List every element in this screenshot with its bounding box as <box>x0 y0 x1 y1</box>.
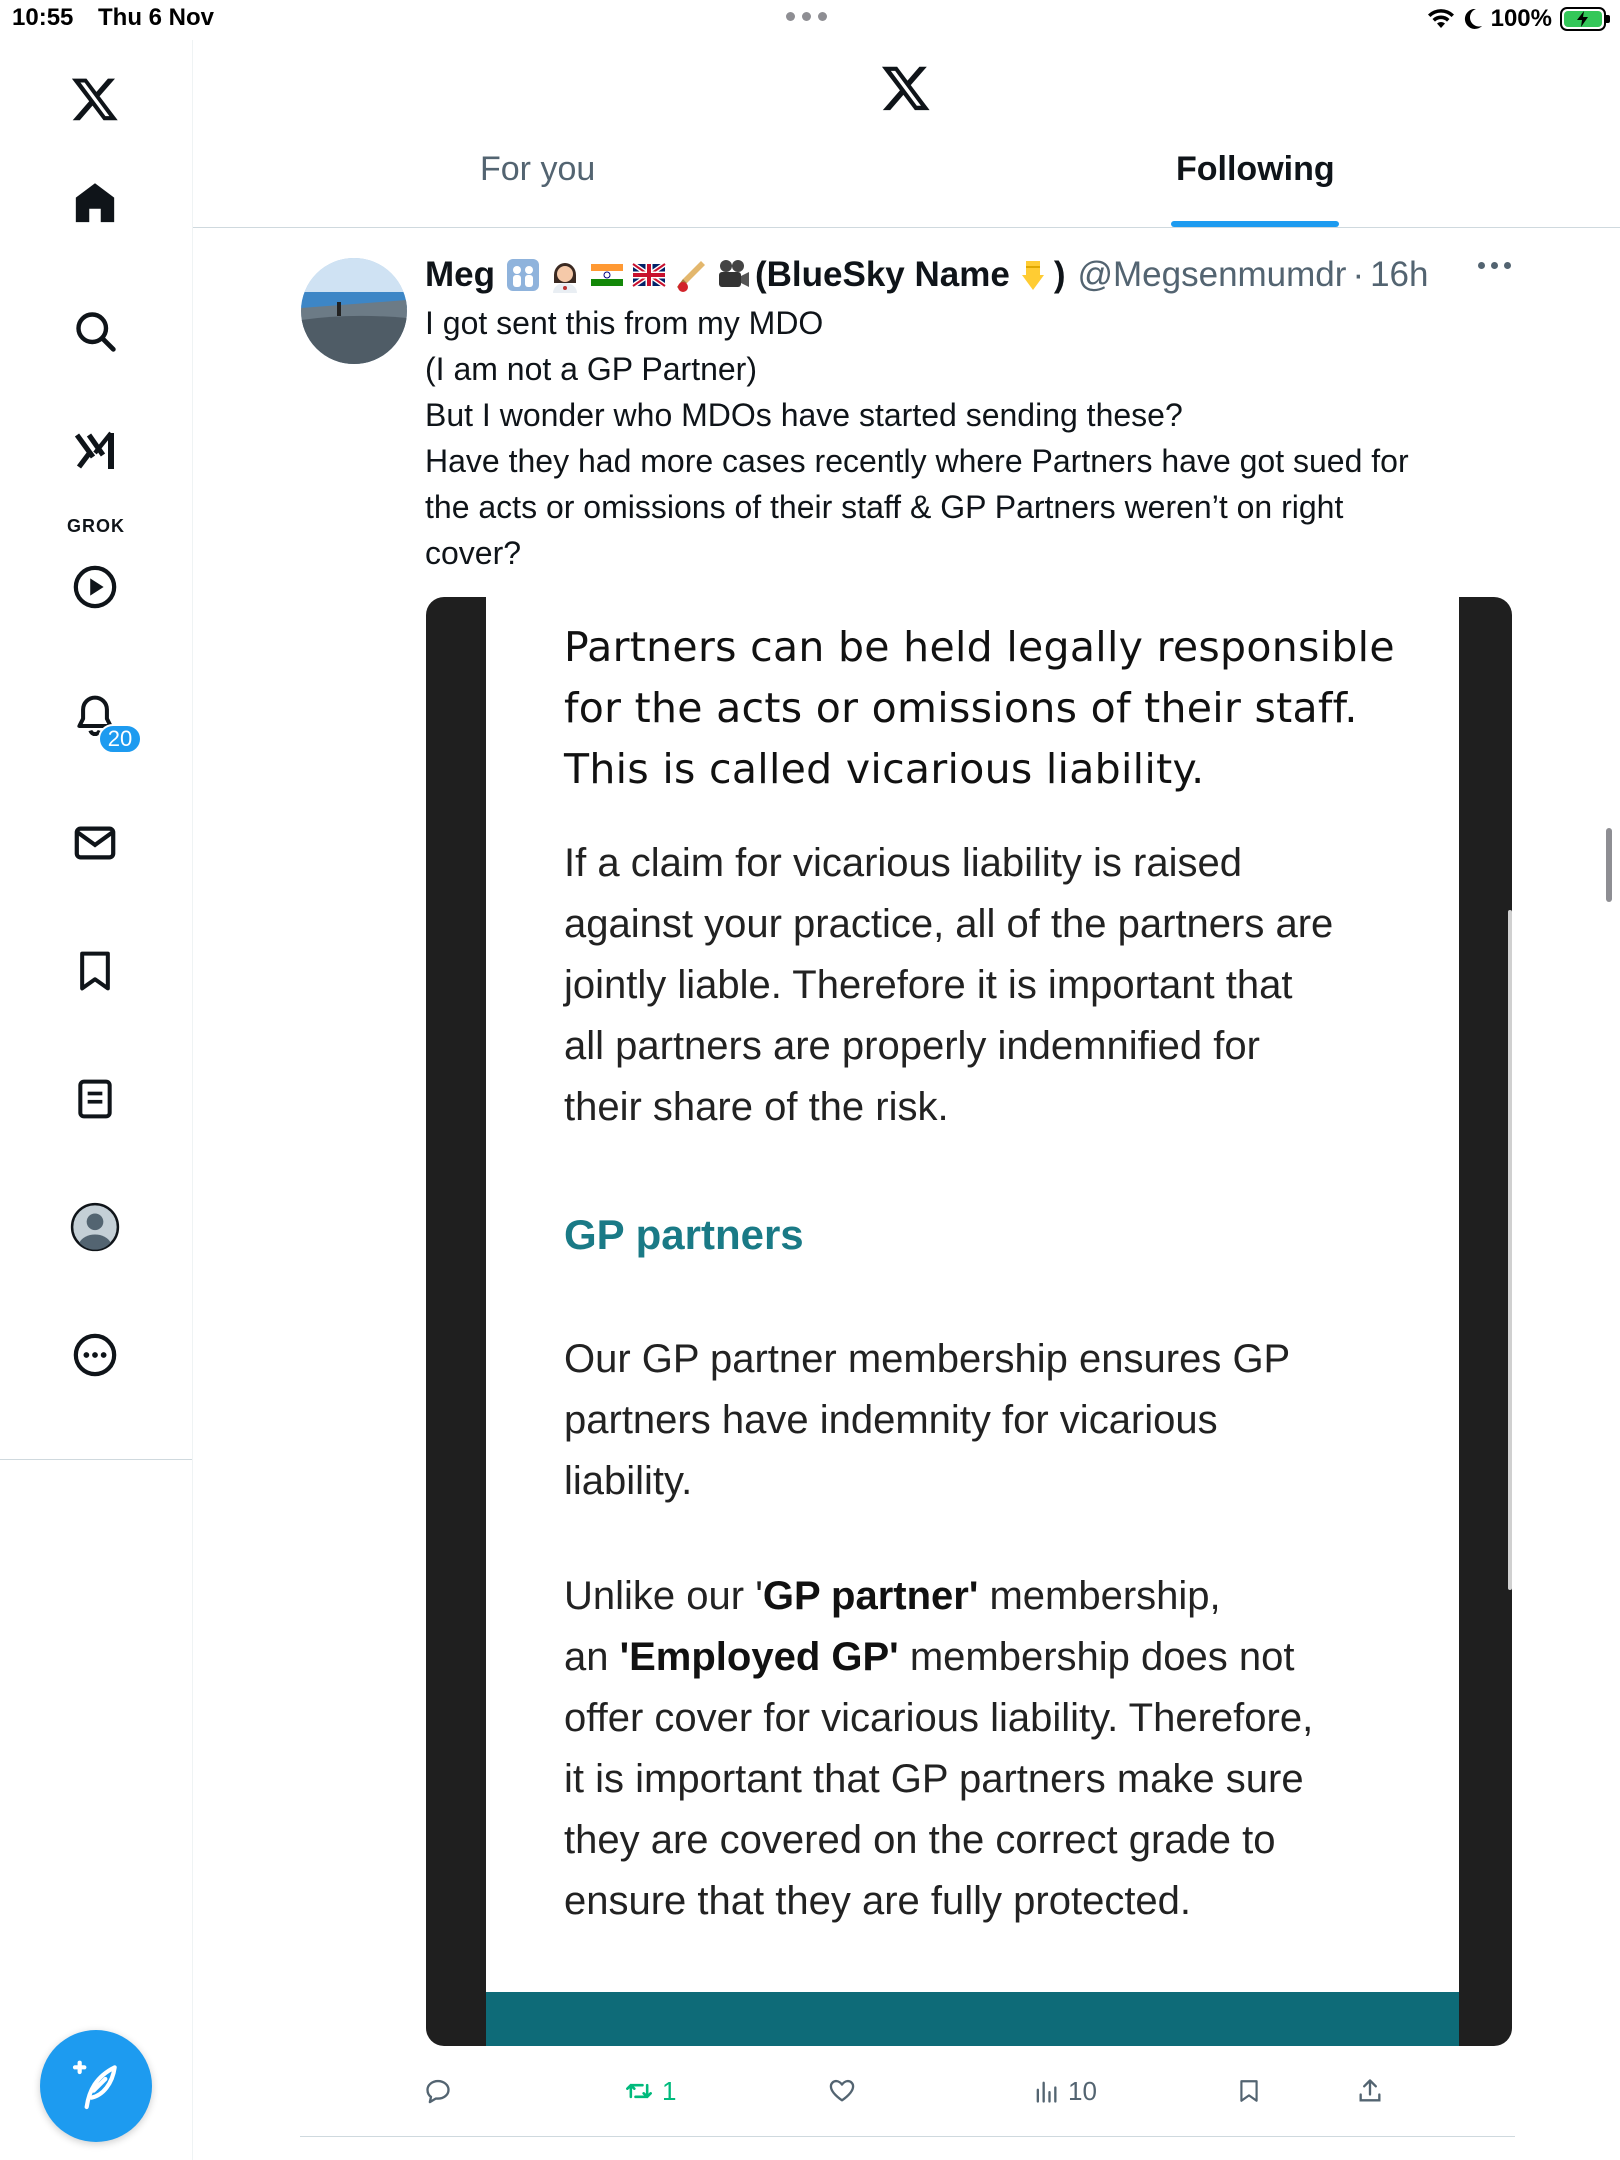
doc-bold: 'Employed GP' <box>619 1635 899 1679</box>
tweet-handle[interactable]: @Megsenmumdr <box>1077 255 1347 294</box>
retweet-icon <box>624 2077 654 2105</box>
doc-lead-line: Partners can be held legally responsible <box>564 623 1395 671</box>
doc-bold: GP partner' <box>762 1574 979 1618</box>
tweet-more-icon[interactable] <box>1478 262 1511 269</box>
tweet-display-name-close[interactable]: ) <box>1053 255 1066 294</box>
battery-charging-icon <box>1560 7 1606 31</box>
x-logo-icon[interactable] <box>66 70 124 128</box>
doc-line: Our GP partner membership ensures GP <box>564 1337 1291 1381</box>
india-flag-emoji <box>589 257 625 293</box>
doc-line: liability. <box>564 1459 693 1503</box>
doc-paragraph-2 <box>564 1329 1424 1512</box>
uk-flag-emoji <box>631 257 667 293</box>
tab-for-you[interactable]: For you <box>480 150 596 188</box>
reply-icon <box>424 2077 452 2105</box>
retweet-button[interactable] <box>624 2066 676 2116</box>
image-scroll-track <box>1508 910 1512 1590</box>
tweet-text-line: (I am not a GP Partner) <box>425 351 757 387</box>
tweet-text-line: the acts or omissions of their staff & GP Partners weren’t on right <box>425 489 1344 525</box>
search-icon[interactable] <box>66 302 124 360</box>
tweet-text-line: Have they had more cases recently where Partners have got sued for <box>425 443 1409 479</box>
doc-line: offer cover for vicarious liability. Therefore, <box>564 1696 1314 1740</box>
battery-percent: 100% <box>1490 5 1552 32</box>
tweet-display-name[interactable]: Meg <box>425 255 495 294</box>
doc-line: jointly liable. Therefore it is important that <box>564 963 1293 1007</box>
header-x-logo-icon[interactable] <box>880 62 932 114</box>
multitasking-dots-icon[interactable] <box>786 8 834 24</box>
play-icon[interactable] <box>66 558 124 616</box>
header-divider <box>193 227 1620 228</box>
reply-button[interactable] <box>424 2066 460 2116</box>
doc-line: all partners are properly indemnified for <box>564 1024 1260 1068</box>
doc-line: it is important that GP partners make sure <box>564 1757 1304 1801</box>
mail-icon[interactable] <box>66 814 124 872</box>
cricket-emoji <box>673 257 709 293</box>
document-screenshot <box>486 597 1459 2046</box>
doc-line: their share of the risk. <box>564 1085 949 1129</box>
compose-button[interactable] <box>40 2030 152 2142</box>
doc-lead-line: This is called vicarious liability. <box>564 745 1205 793</box>
like-button[interactable] <box>828 2066 864 2116</box>
name-emojis <box>505 257 751 293</box>
tweet-text <box>425 300 1505 576</box>
tweet-actions <box>424 2066 1424 2116</box>
doc-line: ensure that they are fully protected. <box>564 1879 1192 1923</box>
wifi-icon <box>1427 8 1455 30</box>
tab-following[interactable]: Following <box>1176 150 1335 188</box>
doc-text: an <box>564 1635 620 1679</box>
bookmark-button[interactable] <box>1236 2066 1262 2116</box>
grok-icon[interactable] <box>66 422 124 480</box>
doc-lead <box>564 617 1424 800</box>
analytics-icon <box>1032 2077 1060 2105</box>
tweet-image[interactable] <box>426 597 1512 2046</box>
tweet-text-line: I got sent this from my MDO <box>425 305 824 341</box>
tweet-meta-separator: · <box>1352 255 1365 294</box>
doc-line: against your practice, all of the partners are <box>564 902 1334 946</box>
sidebar <box>0 40 193 2160</box>
tweet-time[interactable]: 16h <box>1370 255 1429 294</box>
family-emoji <box>505 257 541 293</box>
retweet-count: 1 <box>662 2075 677 2106</box>
status-right <box>1427 2 1606 36</box>
share-icon <box>1356 2077 1384 2105</box>
list-icon[interactable] <box>66 1070 124 1128</box>
tweet-text-line: cover? <box>425 535 522 571</box>
status-time: 10:55 <box>12 4 74 31</box>
sidebar-divider <box>0 1459 192 1460</box>
grok-label: GROK <box>67 516 125 536</box>
doc-text: membership, <box>978 1574 1221 1618</box>
doc-heading: GP partners <box>564 1211 804 1258</box>
avatar-icon[interactable] <box>66 1198 124 1256</box>
doc-line: partners have indemnity for vicarious <box>564 1398 1218 1442</box>
doc-paragraph-1 <box>564 833 1424 1138</box>
tweet-header <box>425 250 1429 300</box>
more-circle-icon[interactable] <box>66 1326 124 1384</box>
bookmark-icon <box>1236 2077 1262 2105</box>
doc-line: they are covered on the correct grade to <box>564 1818 1276 1862</box>
doc-paragraph-3 <box>564 1566 1424 1932</box>
doc-text: membership does not <box>898 1635 1295 1679</box>
doc-lead-line: for the acts or omissions of their staff. <box>564 684 1358 732</box>
compose-feather-icon <box>68 2058 124 2114</box>
status-bar <box>0 0 1620 40</box>
tweet-display-name-suffix[interactable]: (BlueSky Name <box>755 255 1010 294</box>
health-worker-emoji <box>547 257 583 293</box>
notifications-badge: 20 <box>98 724 142 754</box>
heart-icon <box>828 2077 856 2105</box>
views-count: 10 <box>1068 2075 1097 2106</box>
tweet-avatar[interactable] <box>301 258 407 364</box>
status-date: Thu 6 Nov <box>98 4 215 31</box>
home-icon[interactable] <box>66 174 124 232</box>
bookmark-icon[interactable] <box>66 942 124 1000</box>
movie-camera-emoji <box>715 257 751 293</box>
views-button[interactable] <box>1032 2066 1097 2116</box>
pointing-down-emoji <box>1014 257 1050 293</box>
tweet-divider <box>300 2136 1515 2137</box>
moon-icon <box>1463 8 1483 30</box>
doc-footer-bar <box>486 1992 1459 2046</box>
share-button[interactable] <box>1356 2066 1384 2116</box>
doc-text: Unlike our ' <box>564 1574 763 1618</box>
page-scrollbar[interactable] <box>1606 828 1612 902</box>
doc-line: If a claim for vicarious liability is raised <box>564 841 1242 885</box>
tweet-text-line: But I wonder who MDOs have started sending these? <box>425 397 1183 433</box>
